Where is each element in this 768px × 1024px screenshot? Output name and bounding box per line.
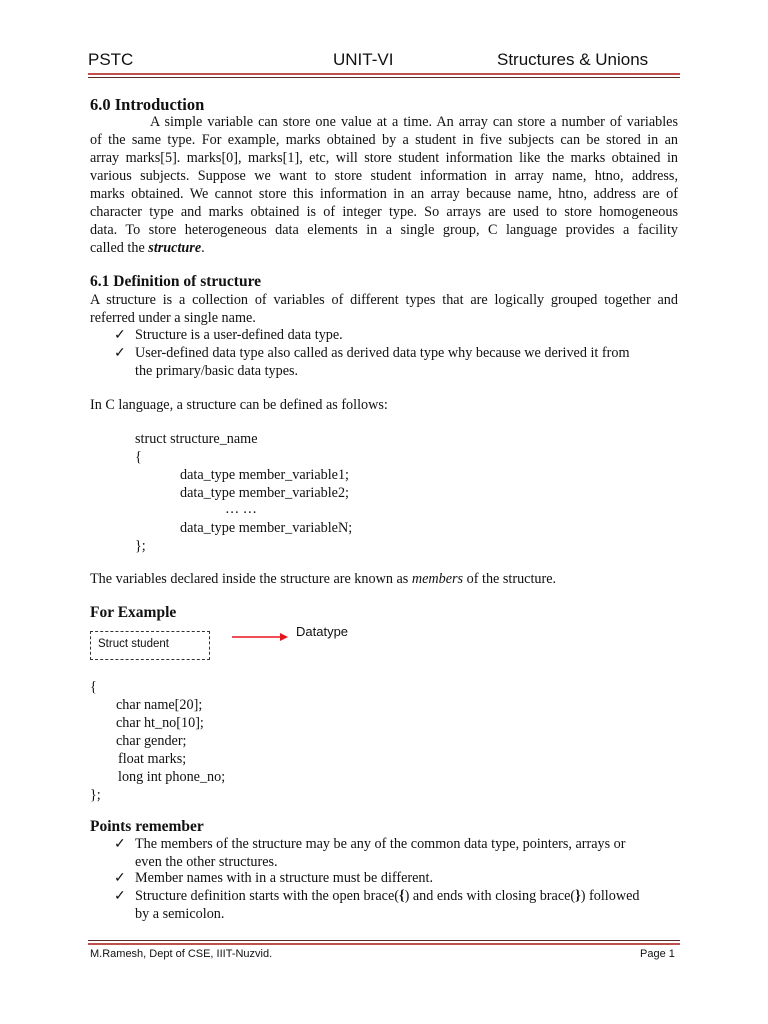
definition-paragraph: [90, 291, 678, 327]
datatype-label: Datatype: [296, 624, 349, 639]
page-number: Page 1: [640, 948, 675, 960]
example-code-line: float marks;: [118, 751, 187, 767]
intro-last-line: [90, 239, 678, 257]
syntax-line: data_type member_variableN;: [180, 520, 353, 536]
example-code-line: char gender;: [116, 733, 187, 749]
definition-line-2: referred under a single name.: [90, 310, 256, 326]
intro-line: various subjects. Suppose we want to store student information in array name, htno, address,: [90, 168, 678, 184]
intro-line: marks obtained. We cannot store this information in an array because name, htno, address are of: [90, 186, 678, 202]
header-center: UNIT-VI: [333, 50, 394, 69]
syntax-intro: In C language, a structure can be defined as follows:: [90, 397, 388, 413]
points-bullet-1-line-2: even the other structures.: [135, 854, 278, 870]
checkmark-icon: ✓: [114, 836, 126, 852]
points-b3-end: ) followed: [580, 888, 640, 904]
definition-bullet-2-line-1: User-defined data type also called as derived data type why because we derived it from: [135, 345, 630, 361]
members-text-end: of the structure.: [463, 571, 557, 587]
example-code-line: long int phone_no;: [118, 769, 226, 785]
intro-line: character type and marks obtained is of integer type. So arrays are used to store homogeneous: [90, 204, 678, 220]
header-right: Structures & Unions: [497, 50, 649, 69]
footer-rule-red: [88, 943, 680, 945]
intro-line: A simple variable can store one value at a time. An array can store a number of variables: [150, 114, 678, 130]
definition-bullet-2-line-2: the primary/basic data types.: [135, 363, 299, 379]
struct-student-label: Struct student: [98, 638, 169, 650]
definition-bullet-1: Structure is a user-defined data type.: [135, 327, 343, 343]
checkmark-icon: ✓: [114, 870, 126, 886]
syntax-line: data_type member_variable2;: [180, 485, 349, 501]
members-text: The variables declared inside the structure are known as: [90, 571, 412, 587]
members-term: members: [411, 571, 464, 587]
intro-line: data. To store heterogeneous data elements in a single group, C language provides a facility: [90, 222, 678, 238]
intro-last-text: called the: [90, 240, 149, 256]
intro-heading: 6.0 Introduction: [90, 95, 205, 114]
arrow-right-icon: [230, 630, 290, 644]
syntax-ellipsis: … …: [225, 501, 257, 517]
members-sentence: [90, 570, 556, 588]
syntax-line: struct structure_name: [135, 431, 258, 447]
intro-paragraph: [90, 113, 678, 257]
points-bullet-1-line-1: The members of the structure may be any of the common data type, pointers, arrays or: [135, 836, 626, 852]
example-code-line: char name[20];: [116, 697, 203, 713]
structure-term: structure: [148, 240, 202, 256]
example-code-line: char ht_no[10];: [116, 715, 204, 731]
points-bullet-3-line-1: [135, 887, 639, 905]
checkmark-icon: ✓: [114, 345, 126, 361]
footer-rule-dark: [88, 940, 680, 941]
points-b3-mid: ) and ends with closing brace(: [404, 888, 576, 904]
points-heading: Points remember: [90, 818, 204, 835]
example-code-line: {: [90, 679, 97, 695]
points-b3-text: Structure definition starts with the open brace(: [135, 888, 399, 904]
intro-line: array marks[5]. marks[0], marks[1], etc, will store student information like the marks obtained in: [90, 150, 678, 166]
close-brace: }: [575, 888, 581, 904]
intro-line: of the same type. For example, marks obtained by a student in five subjects can be stored in an: [90, 132, 678, 148]
syntax-line: data_type member_variable1;: [180, 467, 349, 483]
checkmark-icon: ✓: [114, 327, 126, 343]
definition-heading: 6.1 Definition of structure: [90, 273, 262, 290]
syntax-line: };: [135, 538, 146, 554]
struct-student-box: [90, 631, 210, 660]
footer-author: M.Ramesh, Dept of CSE, IIIT-Nuzvid.: [90, 948, 273, 960]
header-rule-dark: [88, 77, 680, 78]
checkmark-icon: ✓: [114, 888, 126, 904]
definition-line-1: A structure is a collection of variables of different types that are logically grouped together and: [90, 292, 678, 308]
open-brace: {: [398, 888, 405, 904]
example-heading: For Example: [90, 604, 177, 621]
example-code-line: };: [90, 787, 101, 803]
points-bullet-2: Member names with in a structure must be different.: [135, 870, 433, 886]
intro-period: .: [201, 240, 205, 256]
points-bullet-3-line-2: by a semicolon.: [135, 906, 225, 922]
syntax-line: {: [135, 449, 142, 465]
header-left: PSTC: [88, 50, 134, 69]
header-rule-red: [88, 73, 680, 75]
